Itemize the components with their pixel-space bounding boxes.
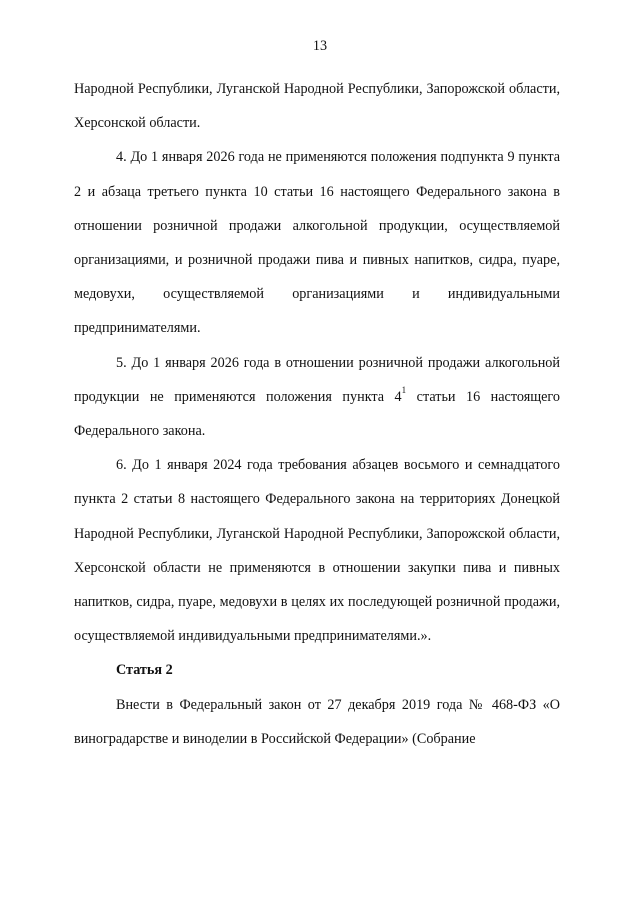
paragraph-item-6: 6. До 1 января 2024 года требования абзацев восьмого и семнадцатого пункта 2 статьи 8 настоящего Федерального закона на территориях Донецкой Народной Республики, Луганской Народной Республики, Запорожской области, Херсонской области не применяются в отношении закупки пива и пивных напитков, сидра, пуаре, медовухи в целях их последующей розничной продажи, осуществляемой индивидуальными предпринимателями.».: [74, 457, 560, 645]
paragraph-article-2: Внести в Федеральный закон от 27 декабря 2019 года № 468-ФЗ «О виноградарстве и виноделии в Российской Федерации» (Собрание: [74, 696, 560, 747]
document-body: [74, 72, 560, 756]
article-title: Статья 2: [116, 662, 173, 679]
superscript-index: 1: [401, 385, 407, 396]
paragraph-item-5-tail: статьи 16 настоящего Федерального закона.: [74, 388, 560, 440]
paragraph-item-5: [74, 346, 560, 449]
paragraph-item-4: 4. До 1 января 2026 года не применяются положения подпункта 9 пункта 2 и абзаца третьего пункта 10 статьи 16 настоящего Федерального закона в отношении розничной продажи алкогольной продукции, осуществляемой организациями, и розничной продажи пива и пивных напитков, сидра, пуаре, медовухи, осуществляемой организациями и индивидуальными предпринимателями.: [74, 149, 560, 337]
paragraph-continuation: Народной Республики, Луганской Народной Республики, Запорожской области, Херсонской области.: [74, 81, 560, 132]
page-number: 13: [312, 38, 328, 54]
paragraph-item-5-text: 5. До 1 января 2026 года в отношении розничной продажи алкогольной продукции не применяются положения пункта 4: [74, 354, 560, 405]
